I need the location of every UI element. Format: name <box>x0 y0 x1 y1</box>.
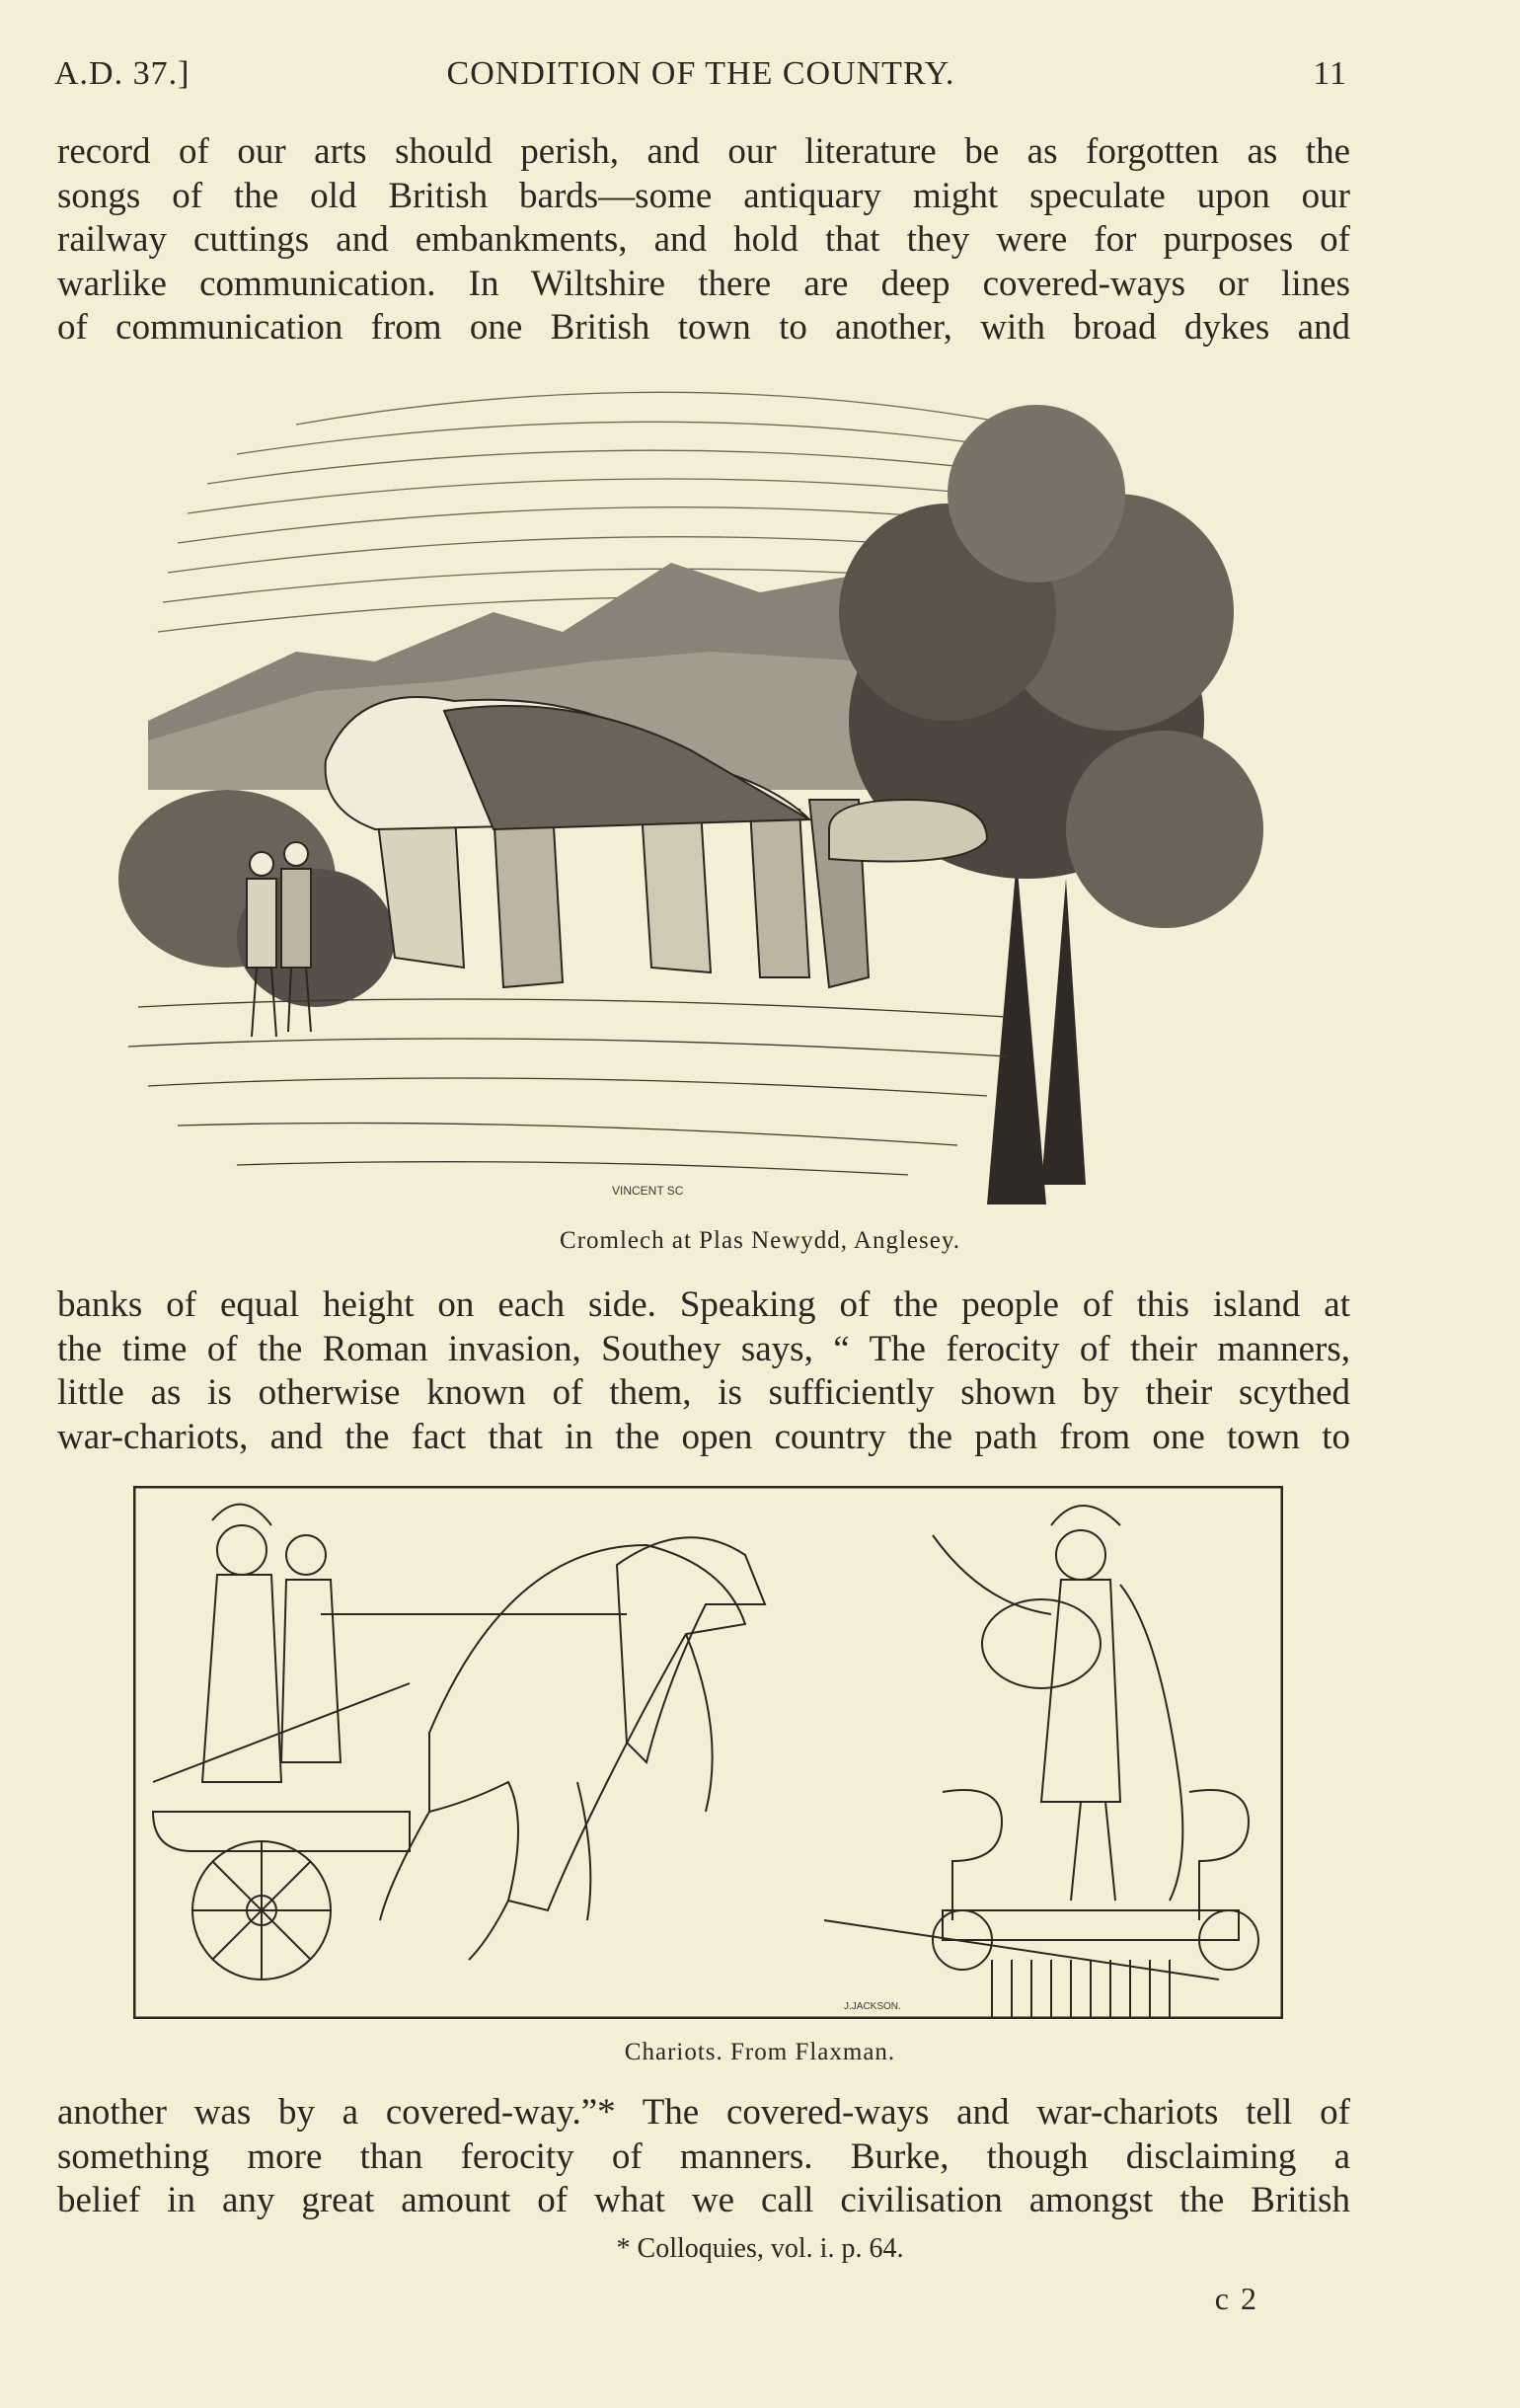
text-line: the time of the Roman invasion, Southey says, “ The ferocity of their manners, <box>57 1328 1350 1369</box>
paragraph-2 <box>57 1283 1350 1459</box>
text-line: something more than ferocity of manners. Burke, though disclaiming a <box>57 2136 1350 2177</box>
text-line: little as is otherwise known of them, is sufficiently shown by their scythed <box>57 1372 1350 1413</box>
ground <box>128 999 1007 1175</box>
chariots-engraving <box>133 1486 1283 2019</box>
header-date: A.D. 37.] <box>54 55 190 92</box>
paragraph-1 <box>57 130 1350 350</box>
text-line: belief in any great amount of what we call civilisation amongst the British <box>57 2180 1350 2220</box>
engraver-signature: J.JACKSON. <box>844 2001 901 2012</box>
figure-caption-cromlech: Cromlech at Plas Newydd, Anglesey. <box>560 1227 960 1254</box>
running-header <box>54 55 1347 105</box>
text-line: banks of equal height on each side. Speaking of the people of this island at <box>57 1284 1350 1325</box>
header-title: CONDITION OF THE COUNTRY. <box>446 55 955 92</box>
text-line: warlike communication. In Wiltshire there are deep covered-ways or lines <box>57 263 1350 304</box>
text-line: songs of the old British bards—some antiquary might speculate upon our <box>57 175 1350 216</box>
text-line: railway cuttings and embankments, and hold that they were for purposes of <box>57 219 1350 260</box>
signature-mark: c 2 <box>1214 2281 1258 2316</box>
footnote: * Colloquies, vol. i. p. 64. <box>616 2233 904 2264</box>
text-line: war-chariots, and the fact that in the open country the path from one town to <box>57 1416 1350 1457</box>
text-line: record of our arts should perish, and our literature be as forgotten as the <box>57 131 1350 172</box>
figure-caption-chariots: Chariots. From Flaxman. <box>624 2039 896 2065</box>
text-line: another was by a covered-way.”* The covered-ways and war-chariots tell of <box>57 2092 1350 2133</box>
engraver-signature: VINCENT SC <box>612 1184 684 1198</box>
page-number: 11 <box>1313 55 1347 92</box>
engraving-frame <box>134 1487 1282 2018</box>
cromlech-engraving <box>118 365 1263 1204</box>
text-line: of communication from one British town to another, with broad dykes and <box>57 307 1350 348</box>
paragraph-3 <box>57 2091 1350 2223</box>
